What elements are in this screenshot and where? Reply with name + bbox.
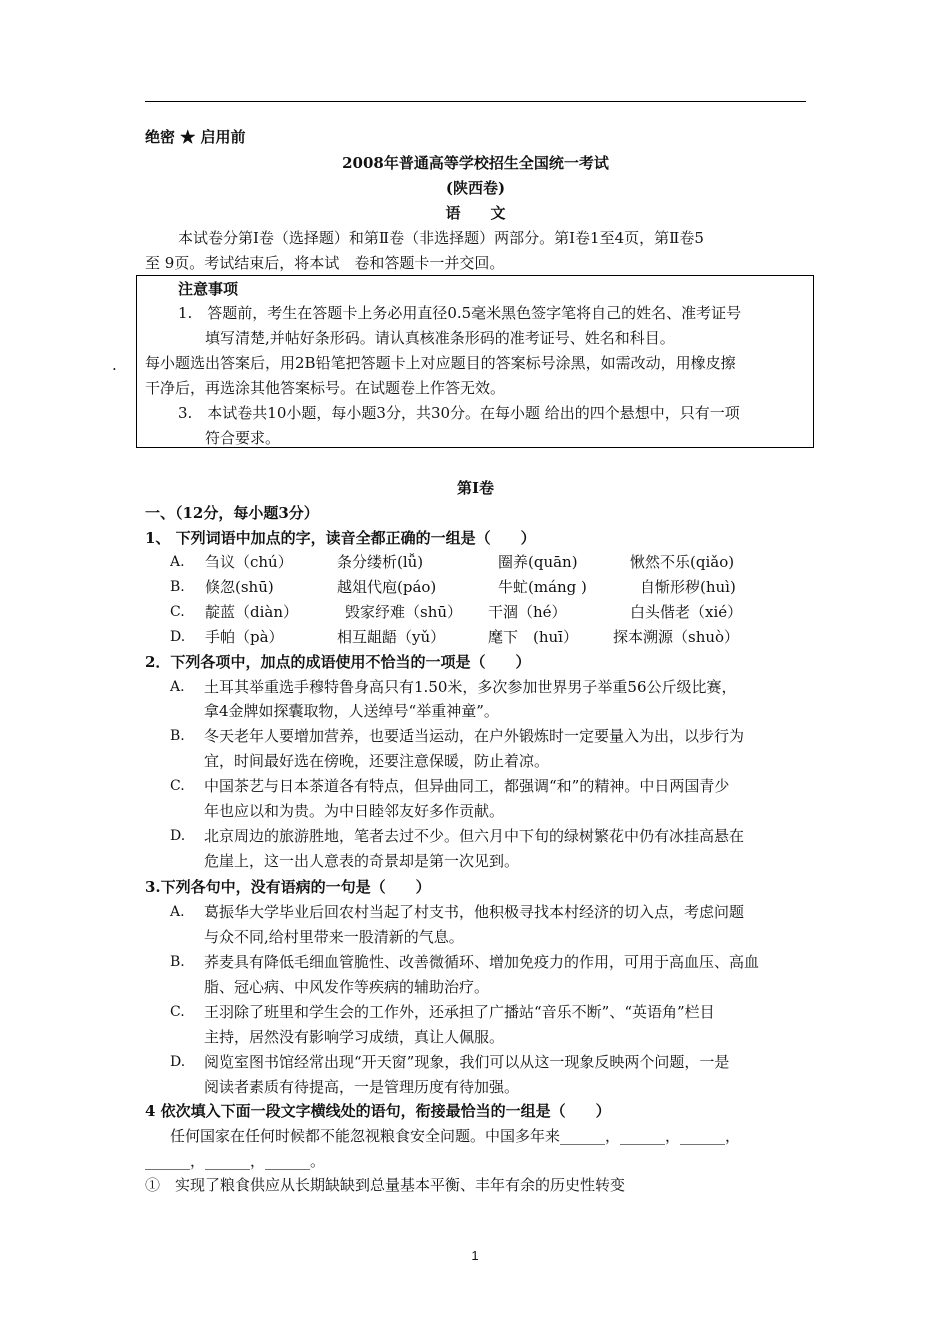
secret-label: 绝密 ★ 启用前 <box>145 128 246 146</box>
q2-option-text: 土耳其举重选手穆特鲁身高只有1.50米，多次参加世界男子举重56公斤级比赛， <box>204 678 737 696</box>
q1-cell: 麾下 (huī） <box>488 628 578 646</box>
q1-cell: 条分缕析(lǚ) <box>337 553 424 571</box>
q3-option-text: 荞麦具有降低毛细血管脆性、改善微循环、增加免疫力的作用，可用于高血压、高血 <box>204 953 760 971</box>
q1-cell: 相互龃龉（yǔ） <box>337 628 446 646</box>
q3-option-text: 阅览室图书馆经常出现“开天窗”现象，我们可以从这一现象反映两个问题，一是 <box>204 1053 730 1071</box>
stray-dot: . <box>112 356 117 374</box>
q4-passage-line-2: ______，______，______。 <box>145 1152 326 1170</box>
q2-option-text: 中国茶艺与日本茶道各有特点，但异曲同工，都强调“和”的精神。中日两国青少 <box>204 777 730 795</box>
intro-line-2: 至 9页。考试结束后，将本试 卷和答题卡一并交回。 <box>145 254 505 272</box>
q1-cell: 毁家纾难（shū） <box>345 603 463 621</box>
intro-line-1: 本试卷分第Ⅰ卷（选择题）和第Ⅱ卷（非选择题）两部分。第Ⅰ卷1至4页，第Ⅱ卷5 <box>178 229 704 247</box>
subject-title: 语 文 <box>445 204 506 222</box>
q3-option-text: 主持，居然没有影响学习成绩，真让人佩服。 <box>204 1028 505 1046</box>
volume-title: 第Ⅰ卷 <box>456 479 495 497</box>
q2-option-letter: D. <box>170 828 186 844</box>
notice-item-2-line-2: 干净后，再选涂其他答案标号。在试题卷上作答无效。 <box>145 379 506 397</box>
q1-option-letter: B. <box>170 579 185 595</box>
notice-item-3-line-2: 符合要求。 <box>205 429 281 447</box>
q2-option-letter: B. <box>170 728 185 744</box>
q3-option-letter: B. <box>170 954 185 970</box>
q3-option-text: 葛振华大学毕业后回农村当起了村支书，他积极寻找本村经济的切入点，考虑问题 <box>204 903 745 921</box>
q3-option-text: 阅读者素质有待提高，一是管理历度有待加强。 <box>204 1078 520 1096</box>
question-3-stem: 3.下列各句中，没有语病的一句是（ ） <box>145 878 431 896</box>
q2-option-letter: A. <box>170 679 185 695</box>
q1-cell: 靛蓝（diàn） <box>205 603 299 621</box>
q2-option-text: 危崖上，这一出人意表的奇景却是第一次见到。 <box>204 852 520 870</box>
q1-cell: 牛虻(máng ) <box>498 578 587 596</box>
q3-option-letter: A. <box>170 904 185 920</box>
q1-cell: 圈养(quān) <box>498 553 578 571</box>
question-1-stem: 1、 下列词语中加点的字，读音全都正确的一组是（ ） <box>145 529 536 547</box>
notice-item-3-line-1: 3. 本试卷共10小题，每小题3分，共30分。在每小题 给出的四个悬想中，只有一项 <box>178 404 740 422</box>
q3-option-text: 王羽除了班里和学生会的工作外，还承担了广播站“音乐不断”、“英语角”栏目 <box>204 1003 715 1021</box>
q2-option-text: 宜，时间最好选在傍晚，还要注意保暖，防止着凉。 <box>204 752 550 770</box>
q1-cell: 愀然不乐(qiǎo) <box>630 553 735 571</box>
q1-cell: 手帕（pà） <box>205 628 284 646</box>
province-label: (陕西卷) <box>445 179 506 197</box>
notice-item-1-line-1: 1. 答题前，考生在答题卡上务必用直径0.5毫米黑色签字笔将自己的姓名、准考证号 <box>178 304 742 322</box>
q2-option-text: 拿4金牌如探囊取物，人送绰号“举重神童”。 <box>204 702 499 720</box>
q4-passage-line-1: 任何国家在任何时候都不能忽视粮食安全问题。中国多年来______，______，______， <box>170 1127 741 1145</box>
q1-cell: 自惭形秽(huì) <box>640 578 736 596</box>
section-heading: 一、（12分，每小题3分） <box>145 504 319 522</box>
q3-option-letter: C. <box>170 1004 185 1020</box>
q2-option-text: 北京周边的旅游胜地，笔者去过不少。但六月中下旬的绿树繁花中仍有冰挂高悬在 <box>204 827 745 845</box>
q1-cell: 干涸（hé） <box>488 603 567 621</box>
q1-option-letter: A. <box>170 554 185 570</box>
q1-cell: 刍议（chú） <box>205 553 293 571</box>
q1-cell: 倏忽(shū) <box>205 578 274 596</box>
q2-option-text: 年也应以和为贵。为中日睦邻友好多作贡献。 <box>204 802 505 820</box>
q1-cell: 越俎代庖(páo) <box>337 578 437 596</box>
notice-title: 注意事项 <box>178 280 239 298</box>
q2-option-text: 冬天老年人要增加营养，也要适当运动，在户外锻炼时一定要量入为出，以步行为 <box>204 727 745 745</box>
question-4-stem: 4 依次填入下面一段文字横线处的语句，衔接最恰当的一组是（ ） <box>145 1102 611 1120</box>
notice-item-1-line-2: 填写清楚,并帖好条形码。请认真核准条形码的准考证号、姓名和科目。 <box>205 329 675 347</box>
q3-option-letter: D. <box>170 1054 186 1070</box>
q1-option-letter: D. <box>170 629 186 645</box>
q1-cell: 探本溯源（shuò） <box>613 628 740 646</box>
header-rule <box>145 101 806 102</box>
exam-title: 2008年普通高等学校招生全国统一考试 <box>342 154 609 172</box>
q2-option-letter: C. <box>170 778 185 794</box>
page-number: 1 <box>471 1248 479 1263</box>
q3-option-text: 与众不同,给村里带来一股清新的气息。 <box>204 928 464 946</box>
q4-item-1: ① 实现了粮食供应从长期缺缺到总量基本平衡、丰年有余的历史性转变 <box>145 1176 626 1194</box>
question-2-stem: 2．下列各项中，加点的成语使用不恰当的一项是（ ） <box>145 653 531 671</box>
q1-cell: 白头偕老（xié） <box>630 603 743 621</box>
q3-option-text: 脂、冠心病、中风发作等疾病的辅助治疗。 <box>204 978 490 996</box>
notice-item-2-line-1: 每小题选出答案后，用2B铅笔把答题卡上对应题目的答案标号涂黑，如需改动，用橡皮擦 <box>145 354 736 372</box>
q1-option-letter: C. <box>170 604 185 620</box>
